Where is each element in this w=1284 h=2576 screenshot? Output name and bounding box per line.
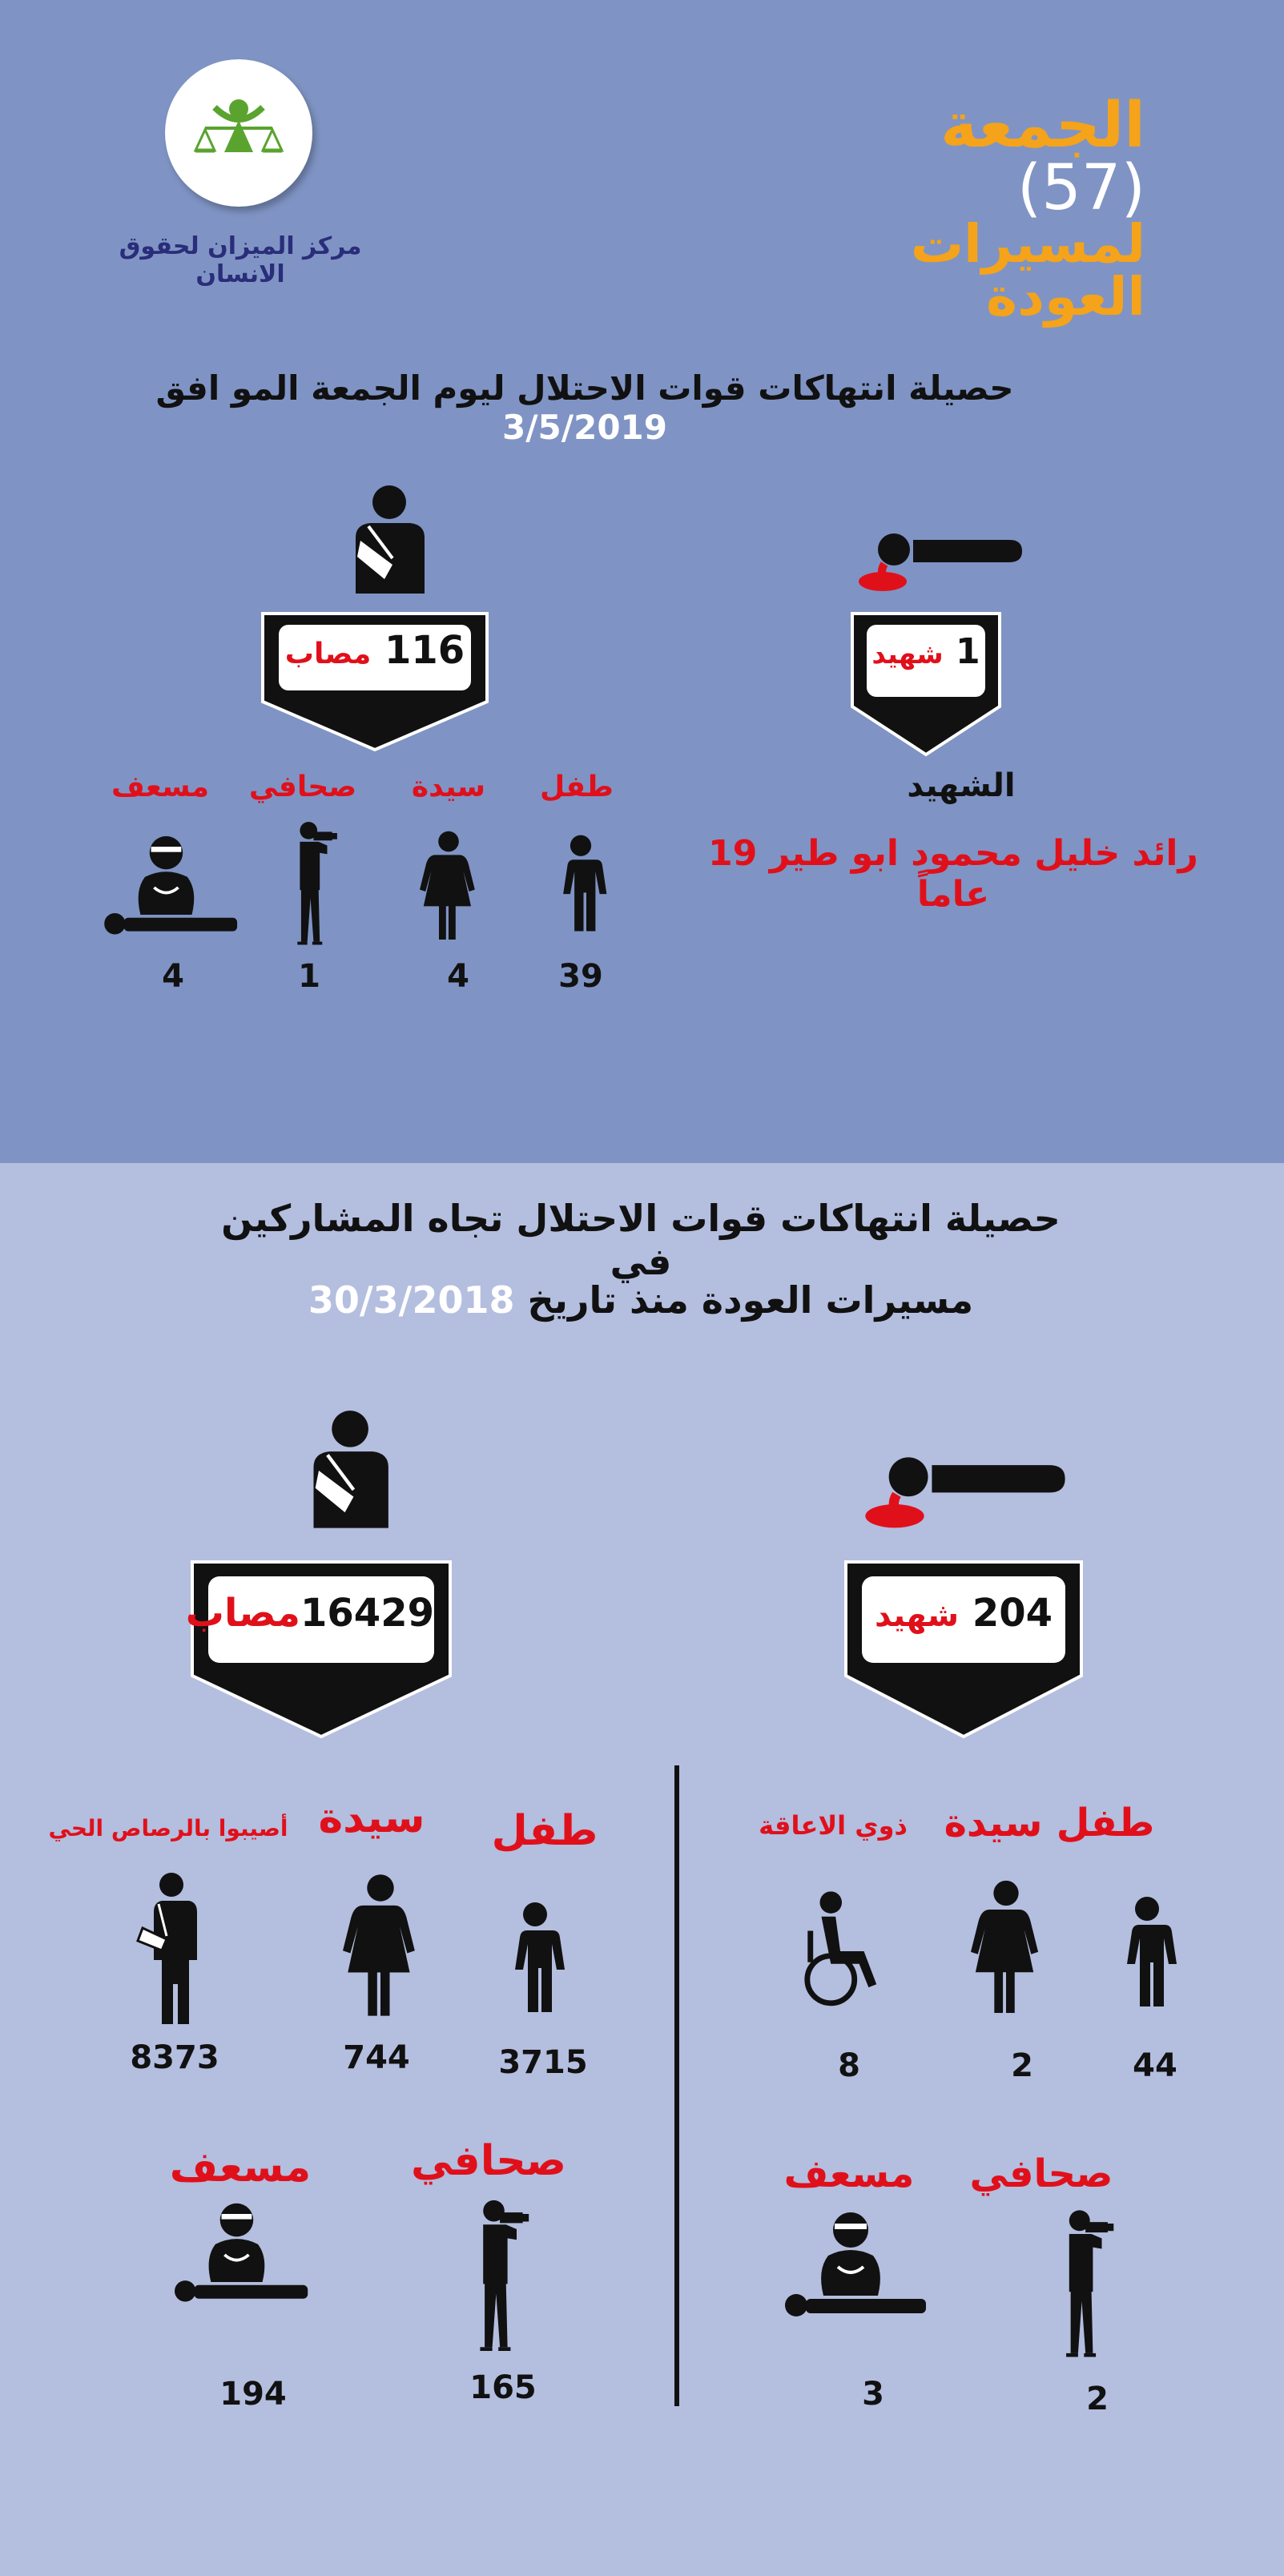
page-title-line2: لمسيرات العودة <box>910 213 1145 328</box>
woman-icon <box>420 825 477 945</box>
s1-child-value: 39 <box>558 958 603 995</box>
paramedic-icon <box>785 2211 929 2323</box>
arm-sling-icon <box>301 1410 397 1532</box>
paramedic-icon <box>104 835 240 940</box>
s2i-woman-label: سيدة <box>318 1794 425 1842</box>
child-icon <box>1115 1889 1179 2015</box>
s2i-liveammo-label: أصيبوا بالرصاص الحي <box>48 1815 288 1841</box>
s1-paramedic-label: مسعف <box>111 771 210 803</box>
org-name: مركز الميزان لحقوق الانسان <box>119 232 362 288</box>
s1-paramedic-value: 4 <box>162 958 184 995</box>
section2-title-line1: حصيلة انتهاكات قوات الاحتلال تجاه المشاركين في <box>221 1197 1061 1283</box>
s1-child-label: طفل <box>540 771 614 803</box>
s2k-child-label: طفل <box>1056 1801 1155 1845</box>
lying-body-icon <box>857 1451 1073 1540</box>
s2k-child-value: 44 <box>1133 2047 1177 2084</box>
s2i-child-value: 3715 <box>498 2044 588 2081</box>
child-icon <box>503 1890 567 2025</box>
s2k-woman-label: سيدة <box>944 1801 1043 1845</box>
page-title-line1: الجمعة (57) <box>940 90 1145 224</box>
justice-scale-logo-icon <box>165 59 312 207</box>
journalist-camera-icon <box>471 2195 532 2355</box>
section2-title-line2: مسيرات العودة منذ تاريخ 30/3/2018 <box>308 1278 974 1322</box>
journalist-camera-icon <box>1057 2203 1117 2363</box>
s2i-child-label: طفل <box>491 1807 598 1855</box>
s2k-woman-value: 2 <box>1011 2047 1033 2084</box>
child-icon <box>553 833 609 934</box>
s2k-journalist-value: 2 <box>1086 2381 1109 2417</box>
logo <box>165 59 312 207</box>
s1-woman-value: 4 <box>447 958 469 995</box>
s2i-liveammo-value: 8373 <box>130 2039 219 2076</box>
woman-icon <box>971 1874 1041 2019</box>
killed-badge: 1 شهيد <box>843 602 1009 763</box>
injured-badge-total: 16429مصاب <box>181 1551 461 1751</box>
s2k-paramedic-label: مسعف <box>783 2151 915 2196</box>
s1-woman-label: سيدة <box>411 771 486 803</box>
martyr-heading: الشهيد <box>907 767 1016 804</box>
s2k-paramedic-value: 3 <box>862 2376 884 2413</box>
s2i-journalist-label: صحافي <box>411 2137 566 2185</box>
lying-body-icon <box>852 529 1028 601</box>
injured-badge: 116 مصاب <box>252 602 498 755</box>
section1-title: حصيلة انتهاكات قوات الاحتلال ليوم الجمعة المو افق 3/5/2019 <box>155 368 1014 447</box>
wheelchair-icon <box>799 1890 886 2010</box>
s2k-journalist-label: صحافي <box>969 2151 1113 2196</box>
s2k-disabled-value: 8 <box>838 2047 860 2084</box>
woman-icon <box>343 1866 418 2023</box>
arm-sling-person-icon <box>135 1870 207 2027</box>
paramedic-icon <box>175 2195 311 2315</box>
s1-journalist-value: 1 <box>298 958 320 995</box>
divider <box>674 1765 679 2406</box>
s1-journalist-label: صحافي <box>248 771 357 803</box>
s2i-journalist-value: 165 <box>469 2369 537 2406</box>
s2i-paramedic-label: مسعف <box>169 2143 312 2192</box>
s2i-woman-value: 744 <box>343 2039 410 2076</box>
killed-badge-total: 204 شهيد <box>835 1551 1093 1751</box>
s2i-paramedic-value: 194 <box>219 2376 287 2413</box>
arm-sling-icon <box>344 485 433 597</box>
journalist-camera-icon <box>290 819 340 947</box>
s2k-disabled-label: ذوي الاعاقة <box>759 1810 908 1841</box>
martyr-name: رائد خليل محمود ابو طير 19 عاماً <box>708 833 1198 915</box>
